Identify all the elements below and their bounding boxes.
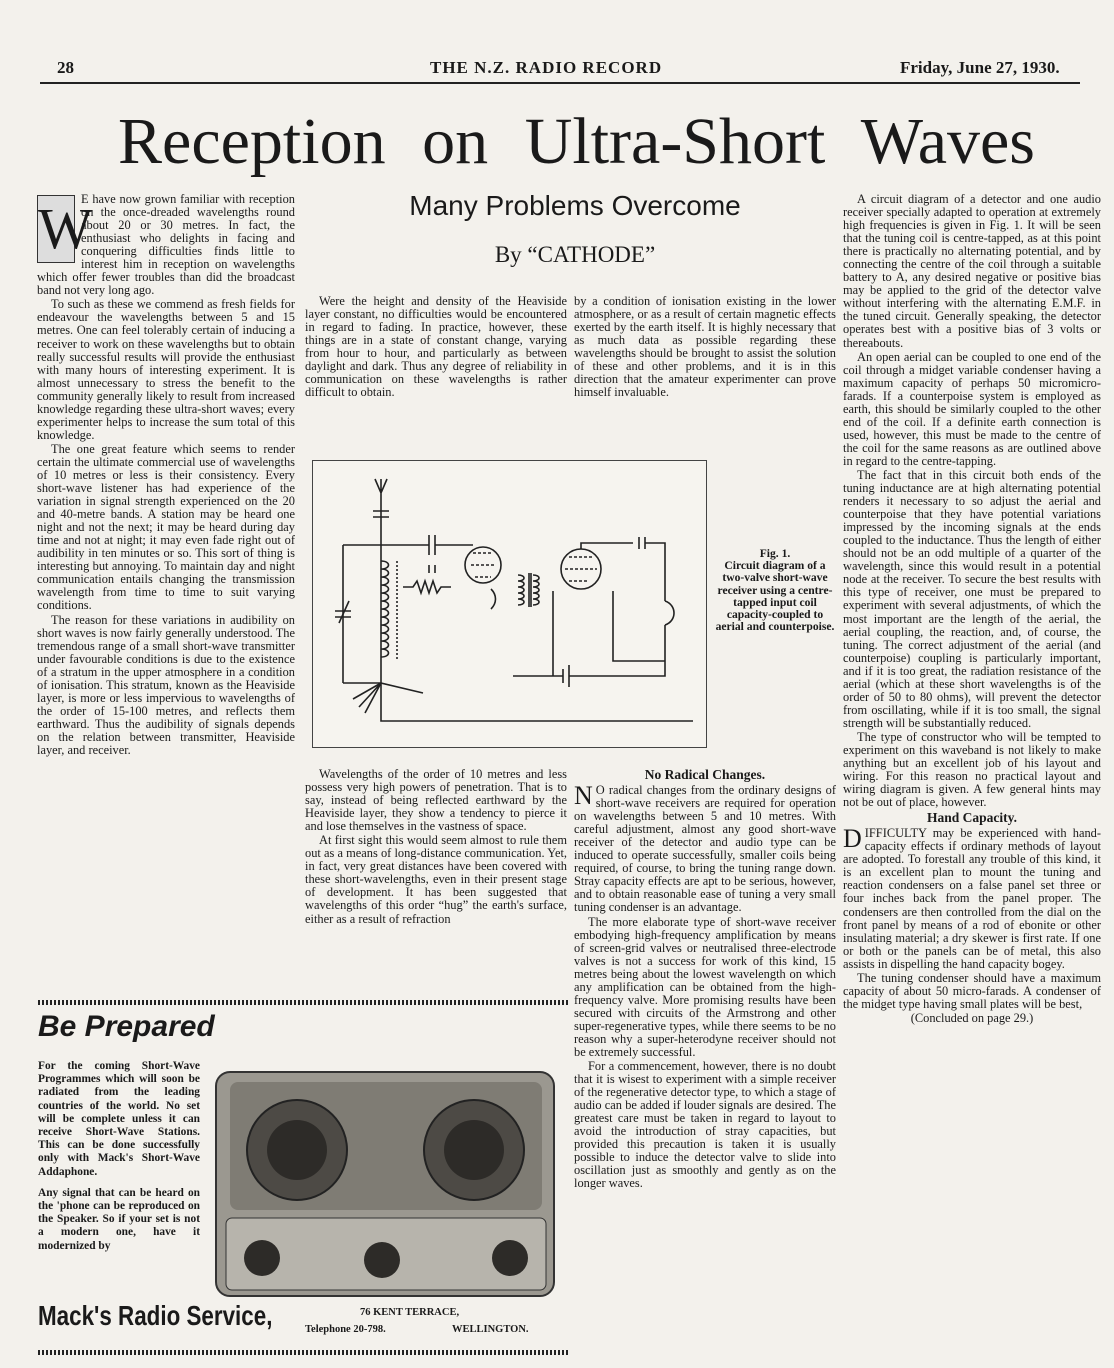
drop-cap-d: D — [843, 824, 862, 854]
headline: Reception on Ultra-Short Waves — [118, 105, 1035, 178]
aerial-symbol — [375, 479, 387, 521]
advert-city: WELLINGTON. — [452, 1324, 529, 1335]
col3-bottom-para-2: The more elaborate type of short-wave receiver embodying high-frequency amplification by means of screen-grid valves or neutralised three-electrode valves is not a success for work of this kind, 15 metres being about the lowest wavelength on which any amplification can be obtained from the high-frequency valve. More promising results have been secured with circuits of the Armstrong and other super-regenerative types, while there seems to be no reason why a super-heterodyne receiver should not be extremely successful. — [574, 914, 836, 1059]
issue-date: Friday, June 27, 1930. — [900, 58, 1060, 77]
advert-top-border — [38, 1000, 568, 1005]
publication-title: THE N.Z. RADIO RECORD — [430, 58, 663, 77]
col1-para-4: The reason for these variations in audibility on short waves is now fairly generally understood. The tremendous range of a small short-wave transmitter under favourable conditions is due to the existence of a stratum in the upper atmosphere in a condition of ionisation. This stratum, known as the Heaviside layer, is more or less impervious to wavelengths of the order of 15-100 metres, and reflects them earthward. Thus the audibility of signals depends on the relation between transmitter, Heaviside layer, and receiver. — [37, 612, 295, 757]
col4-para-5: IFFICULTY may be experienced with hand-capacity effects if ordinary methods of layout are adopted. To forestall any trouble of this kind, it is an excellent plan to mount the tuning and reaction condensers on a false panel set three or four inches back from the panel proper. The condensers are then controlled from the dial on the front panel by means of a rod of ebonite or other insulating material; a dry skewer is first rate. If one or both or the panels can be of metal, this also assists in dispelling the hand capacity bogey. — [843, 826, 1101, 971]
page-number: 28 — [57, 58, 74, 77]
advert-copy — [38, 1060, 200, 1253]
advert-bottom-border — [38, 1350, 568, 1355]
col3-bottom-para-3: For a commencement, however, there is no doubt that it is wisest to experiment with a simple receiver of the regenerative detector type, to which a stage of audio can be added if louder signals are desired. The greatest care must be taken in regard to layout to avoid the introduction of stray capacities, but provided this precaution is taken it is usually possible to induce the detector valve to slide into oscillation just as smoothly and gently as on the longer waves. — [574, 1059, 836, 1191]
column-2-top — [305, 295, 567, 400]
headline-box — [40, 100, 1080, 184]
advert-text-2: Any signal that can be heard on the 'phone can be reproduced on the Speaker. So if your set is not a modern one, have it modernized by — [38, 1186, 200, 1252]
col1-para-1: E have now grown familiar with reception on the once-dreaded wavelengths round about 20 or 30 metres. In fact, the enthusiast who delights in facing and conquering difficulties finds little to interest him in reception on wavelengths which offer fewer troubles than did the broadcast band not very long ago. — [37, 192, 295, 298]
advert-headline: Be Prepared — [38, 1010, 215, 1043]
column-2-bottom — [305, 768, 567, 927]
circuit-diagram — [313, 461, 706, 747]
battery — [513, 625, 665, 687]
col2-top-para: Were the height and density of the Heaviside layer constant, no difficulties would be encountered in regard to fading. In practice, however, these things are in a state of constant change, varying from hour to hour, and particularly as between daylight and dark. Thus any degree of reliability in communication on these wavelengths is rather difficult to obtain. — [305, 294, 567, 400]
subheadline: Many Problems Overcome — [409, 190, 741, 221]
header-rule — [40, 82, 1080, 84]
hand-capacity-heading: Hand Capacity. — [926, 810, 1018, 826]
figure-caption: Circuit diagram of a two-valve short-wave receiver using a centre-tapped input coil capacity-coupled to aerial and counterpoise. — [715, 559, 835, 634]
addaphone-illustration — [212, 1068, 560, 1300]
drop-cap-n: N — [574, 781, 593, 811]
col4-para-4: The type of constructor who will be tempted to experiment on this waveband is not likely to make anything but an excellent job of his layout and wiring. For this reason no practical layout and wiring diagram is given. A few general hints may not be out of place, however. — [843, 729, 1101, 810]
col4-para-1: A circuit diagram of a detector and one audio receiver specially adapted to operation at extremely high frequencies is given in Fig. 1. It will be seen that the tuning coil is centre-tapped, as at this point there is practically no alternating potential, and by connecting the centre of the coil through a suitable battery to A, any desired negative or positive bias may be applied to the grid of the detector valve without interfering with the alternating E.M.F. in the tuned circuit. Generally speaking, the detector operates best with a positive bias of 3 volts or thereabouts. — [843, 192, 1101, 350]
byline: By “CATHODE” — [494, 242, 656, 267]
no-radical-changes-heading: No Radical Changes. — [644, 767, 766, 782]
circuit-diagram-figure — [312, 460, 707, 748]
col4-para-3: The fact that in this circuit both ends of the tuning inductance are at high alternating potential renders it necessary to so adjust the aerial and counterpoise that they have potential variations impressed by the incoming signals at the ends coupled to the inductance. Thus the length of either should not be an odd multiple of a quarter of the wavelength, since this would result in a potential node at the receiver. To secure the best results with this type of receiver, one must be prepared to experiment with several adjustments, of which the most important are the length of the aerial, the aerial coupling, the reaction, and, of course, the tuning. The correct adjustment of the aerial (and counterpoise) coupling is particularly important, and if it is too great, the radiation resistance of the aerial (which at these short wavelengths is of the order of 50 to 80 ohms), will prevent the detector from oscillating, while if it is too small, the signal strength will be substantially reduced. — [843, 467, 1101, 730]
col2-bottom-para-2: At first sight this would seem almost to rule them out as a means of long-distance communication. Yet, in fact, very great distances have been covered with these short-wavelengths, even in their present stage of development. It has been suggested that wavelengths of this order “hug” the earth's surface, either as a result of refraction — [305, 833, 567, 926]
col1-para-3: The one great feature which seems to render certain the ultimate commercial use of wavelengths of 10 metres or less is their consistency. Every short-wave listener has had experience of the variation in signal strength experienced on the 20 and 40-metre bands. A station may be heard one night and not the next; it may be heard during day time and not at night; it may even fade right out of audibility in ten minutes or so. This sort of thing is interesting but annoying. To maintain day and night communication entails changing the transmission wavelength from time to time to suit varying conditions. — [37, 441, 295, 613]
col4-para-2: An open aerial can be coupled to one end of the coil through a midget variable condenser having a maximum capacity of perhaps 50 micromicro-farads. If a counterpoise system is employed as earth, this should be similarly coupled to the other end of the coil. If a definite earth connection is used, however, this must be made to the centre of the coil for the same reasons as are outlined above in regard to the centre-tapping. — [843, 349, 1101, 468]
advert-text-1: For the coming Short-Wave Programmes which will soon be radiated from the leading countries of the world. No set will be complete unless it can receive Short-Wave Stations. This can be done successfully only with Mack's Short-Wave Addaphone. — [38, 1060, 200, 1178]
continued-note: (Concluded on page 29.) — [910, 1010, 1034, 1025]
grid-leak — [403, 581, 451, 593]
advert-telephone: Telephone 20-798. — [305, 1324, 386, 1335]
headphones — [665, 601, 674, 625]
transformer-primary — [518, 575, 524, 605]
column-3-top — [574, 295, 836, 400]
counterpoise — [353, 683, 423, 713]
col2-bottom-para-1: Wavelengths of the order of 10 metres and less possess very high powers of penetration. That is to say, instead of being reflected earthward by the Heaviside layer, they show a tendency to pierce it and lose themselves in the vastness of space. — [305, 767, 567, 834]
col1-para-2: To such as these we commend as fresh fields for endeavour the wavelengths between 5 and 15 metres. One can feel tolerably certain of inducing a receiver to work on these wavelengths but to obtain really successful results will provide the enthusiast with many hours of interesting experiment. It is almost unnecessary to stress the benefit to the community generally likely to result from increased knowledge regarding these ultra-short waves; every experimenter helps to increase the sum total of this knowledge. — [37, 297, 295, 442]
col4-para-6: The tuning condenser should have a maximum capacity of about 50 micro-farads. A condenser of the midget type having small plates will be best, — [843, 970, 1101, 1011]
advert-company: Mack's Radio Service, — [38, 1300, 273, 1331]
radio-photo — [212, 1068, 560, 1300]
col3-top-para: by a condition of ionisation existing in the lower atmosphere, or as a result of certain magnetic effects exerted by the earth itself. It is highly necessary that as much data as possible regarding these wavelengths should be brought to assist the solution of these and other problems, and it is in this direction that the amateur experimenter can prove himself invaluable. — [574, 294, 836, 400]
drop-cap-w: W — [38, 196, 93, 261]
advert-address: 76 KENT TERRACE, — [360, 1307, 460, 1318]
tuning-coil — [381, 561, 389, 657]
column-3-bottom — [574, 766, 836, 1192]
figure-label: Fig. 1. — [759, 547, 791, 560]
column-1 — [37, 193, 295, 758]
figure-caption-box — [713, 548, 837, 633]
column-4 — [843, 193, 1101, 1025]
col3-bottom-para-1: O radical changes from the ordinary designs of short-wave receivers are required for operation on wavelengths between 5 and 10 metres. With careful adjustment, almost any good short-wave receiver of the detector and audio type can be induced to operate successfully, smaller coils being required, of course, to bring the tuning range down. Stray capacity effects are apt to be serious, however, and to obtain reasonable ease of tuning a very small tuning condenser is an advantage. — [574, 783, 836, 915]
